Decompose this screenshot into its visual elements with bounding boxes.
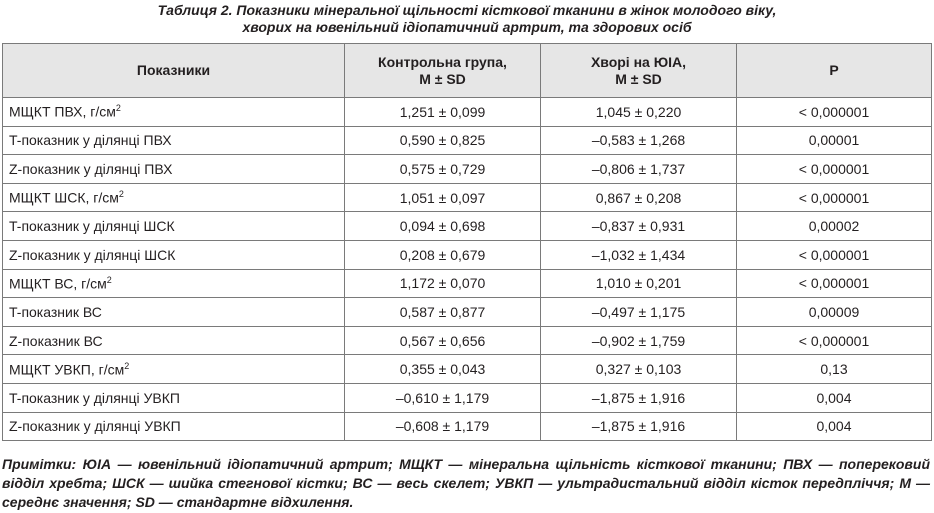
- cell-patients: 0,867 ± 0,208: [541, 183, 737, 212]
- cell-p-value: < 0,000001: [737, 326, 932, 355]
- indicator-label: T-показник ВС: [9, 303, 102, 320]
- indicator-label: МЩКТ ШСК, г/см: [9, 189, 119, 206]
- cell-patients: –1,875 ± 1,916: [541, 412, 737, 441]
- cell-control: 1,251 ± 0,099: [345, 98, 541, 127]
- cell-p-value: 0,13: [737, 355, 932, 384]
- unit-superscript: 2: [118, 189, 124, 200]
- cell-indicator: [3, 212, 345, 241]
- cell-p-value: 0,00001: [737, 126, 932, 155]
- header-patients: [541, 44, 737, 98]
- cell-indicator: [3, 383, 345, 412]
- table-row: [3, 269, 932, 298]
- cell-control: 0,587 ± 0,877: [345, 298, 541, 327]
- data-table: [2, 43, 932, 441]
- unit-superscript: 2: [124, 360, 130, 371]
- table-row: [3, 240, 932, 269]
- cell-indicator: [3, 298, 345, 327]
- caption-line-2: хворих на ювенільний ідіопатичний артрит, та здорових осіб: [242, 19, 692, 35]
- header-control-line-1: Контрольна група,: [378, 53, 507, 70]
- table-row: [3, 183, 932, 212]
- header-indicators: Показники: [3, 44, 345, 98]
- cell-indicator: [3, 98, 345, 127]
- table-row: [3, 383, 932, 412]
- indicator-label: Z-показник у ділянці ПВХ: [9, 160, 173, 177]
- cell-indicator: [3, 326, 345, 355]
- table-row: [3, 155, 932, 184]
- cell-control: –0,610 ± 1,179: [345, 383, 541, 412]
- cell-p-value: < 0,000001: [737, 240, 932, 269]
- header-control-line-2: M ± SD: [419, 70, 466, 87]
- cell-patients: –0,497 ± 1,175: [541, 298, 737, 327]
- cell-patients: –0,583 ± 1,268: [541, 126, 737, 155]
- cell-p-value: < 0,000001: [737, 155, 932, 184]
- indicator-label: Z-показник у ділянці ШСК: [9, 246, 176, 263]
- cell-p-value: 0,00009: [737, 298, 932, 327]
- indicator-label: T-показник у ділянці УВКП: [9, 389, 180, 406]
- cell-indicator: [3, 240, 345, 269]
- cell-patients: –1,875 ± 1,916: [541, 383, 737, 412]
- cell-patients: –0,902 ± 1,759: [541, 326, 737, 355]
- cell-control: 0,590 ± 0,825: [345, 126, 541, 155]
- table-caption: [0, 0, 934, 37]
- table-row: [3, 355, 932, 384]
- table-row: [3, 326, 932, 355]
- table-row: [3, 126, 932, 155]
- cell-patients: 1,010 ± 0,201: [541, 269, 737, 298]
- cell-control: –0,608 ± 1,179: [345, 412, 541, 441]
- header-p-value: P: [737, 44, 932, 98]
- cell-indicator: [3, 412, 345, 441]
- cell-patients: –0,806 ± 1,737: [541, 155, 737, 184]
- cell-control: 0,094 ± 0,698: [345, 212, 541, 241]
- cell-indicator: [3, 269, 345, 298]
- cell-patients: 1,045 ± 0,220: [541, 98, 737, 127]
- table-row: [3, 298, 932, 327]
- indicator-label: МЩКТ ВС, г/см: [9, 275, 107, 292]
- table-row: [3, 412, 932, 441]
- cell-control: 0,355 ± 0,043: [345, 355, 541, 384]
- cell-patients: –1,032 ± 1,434: [541, 240, 737, 269]
- cell-control: 0,575 ± 0,729: [345, 155, 541, 184]
- header-control-group: [345, 44, 541, 98]
- indicator-label: T-показник у ділянці ШСК: [9, 218, 175, 235]
- cell-control: 1,051 ± 0,097: [345, 183, 541, 212]
- indicator-label: МЩКТ ПВХ, г/см: [9, 104, 116, 121]
- cell-p-value: < 0,000001: [737, 269, 932, 298]
- table-row: [3, 98, 932, 127]
- unit-superscript: 2: [106, 275, 112, 286]
- cell-p-value: 0,00002: [737, 212, 932, 241]
- cell-control: 0,208 ± 0,679: [345, 240, 541, 269]
- table-header-row: [3, 44, 932, 98]
- cell-indicator: [3, 126, 345, 155]
- indicator-label: МЩКТ УВКП, г/см: [9, 361, 125, 378]
- cell-patients: 0,327 ± 0,103: [541, 355, 737, 384]
- cell-control: 0,567 ± 0,656: [345, 326, 541, 355]
- cell-patients: –0,837 ± 0,931: [541, 212, 737, 241]
- indicator-label: Z-показник ВС: [9, 332, 103, 349]
- header-patients-line-1: Хворі на ЮІА,: [590, 53, 687, 70]
- indicator-label: T-показник у ділянці ПВХ: [9, 132, 172, 149]
- cell-p-value: < 0,000001: [737, 183, 932, 212]
- table-note: Примітки: ЮІА — ювенільний ідіопатичний артрит; МЩКТ — мінеральна щільність кісткової тканини; ПВХ — поперековий відділ хребта; ШСК — шийка стегнової кістки; ВС — весь скелет; УВКП — ультрадистальний відділ кісток передпліччя; М — середнє значення; SD — стандартне відхилення.: [2, 456, 930, 510]
- cell-p-value: < 0,000001: [737, 98, 932, 127]
- cell-indicator: [3, 155, 345, 184]
- cell-indicator: [3, 355, 345, 384]
- indicator-label: Z-показник у ділянці УВКП: [9, 418, 181, 435]
- cell-control: 1,172 ± 0,070: [345, 269, 541, 298]
- caption-line-1: Таблиця 2. Показники мінеральної щільності кісткової тканини в жінок молодого віку,: [157, 2, 777, 18]
- cell-p-value: 0,004: [737, 412, 932, 441]
- table-row: [3, 212, 932, 241]
- cell-indicator: [3, 183, 345, 212]
- unit-superscript: 2: [115, 103, 121, 114]
- cell-p-value: 0,004: [737, 383, 932, 412]
- header-patients-line-2: M ± SD: [615, 70, 662, 87]
